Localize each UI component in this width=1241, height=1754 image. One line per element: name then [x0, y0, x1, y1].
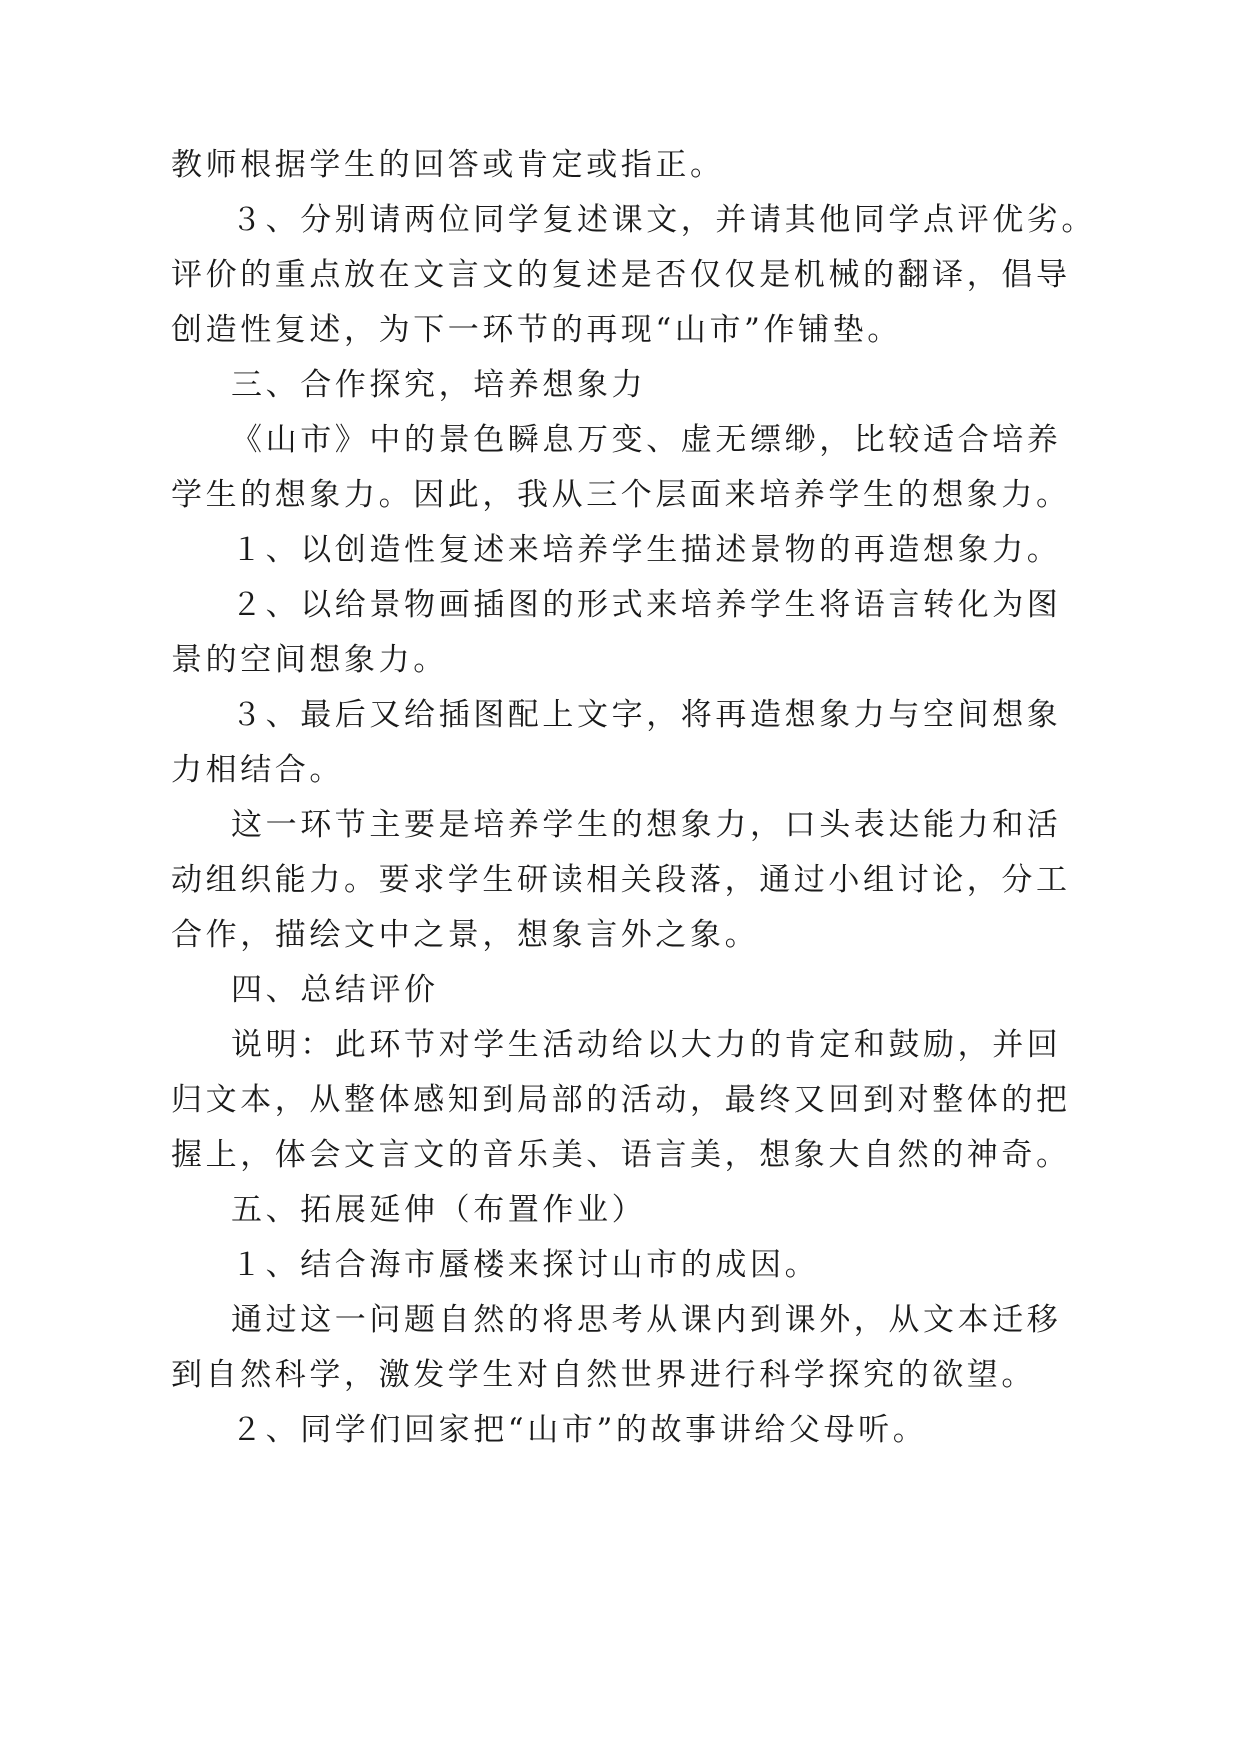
text-line: 通过这一问题自然的将思考从课内到课外，从文本迁移: [231, 1302, 1062, 1338]
text-line: 合作，描绘文中之景，想象言外之象。: [171, 917, 760, 953]
text-line: 评价的重点放在文言文的复述是否仅仅是机械的翻译，倡导: [171, 257, 1071, 293]
text-line: 动组织能力。要求学生研读相关段落，通过小组讨论，分工: [171, 862, 1071, 898]
text-line: ２、以给景物画插图的形式来培养学生将语言转化为图: [231, 587, 1062, 623]
text-line: 学生的想象力。因此，我从三个层面来培养学生的想象力。: [171, 477, 1071, 513]
text-line: 《山市》中的景色瞬息万变、虚无缥缈，比较适合培养: [231, 422, 1062, 458]
text-line: ３、最后又给插图配上文字，将再造想象力与空间想象: [231, 697, 1062, 733]
text-line: 力相结合。: [171, 752, 344, 788]
text-line: １、结合海市蜃楼来探讨山市的成因。: [231, 1247, 820, 1283]
text-line: 说明：此环节对学生活动给以大力的肯定和鼓励，并回: [231, 1027, 1062, 1063]
text-line: ２、同学们回家把“山市”的故事讲给父母听。: [231, 1412, 928, 1448]
section-heading: 五、拓展延伸（布置作业）: [231, 1192, 647, 1228]
text-line: 到自然科学，激发学生对自然世界进行科学探究的欲望。: [171, 1357, 1036, 1393]
text-line: １、以创造性复述来培养学生描述景物的再造想象力。: [231, 532, 1062, 568]
text-line: ３、分别请两位同学复述课文，并请其他同学点评优劣。: [231, 202, 1096, 238]
text-line: 教师根据学生的回答或肯定或指正。: [171, 147, 725, 183]
text-line: 握上，体会文言文的音乐美、语言美，想象大自然的神奇。: [171, 1137, 1071, 1173]
section-heading: 四、总结评价: [231, 972, 439, 1008]
section-heading: 三、合作探究，培养想象力: [231, 367, 647, 403]
text-line: 归文本，从整体感知到局部的活动，最终又回到对整体的把: [171, 1082, 1071, 1118]
text-line: 景的空间想象力。: [171, 642, 448, 678]
text-line: 这一环节主要是培养学生的想象力，口头表达能力和活: [231, 807, 1062, 843]
text-line: 创造性复述，为下一环节的再现“山市”作铺垫。: [171, 312, 902, 348]
